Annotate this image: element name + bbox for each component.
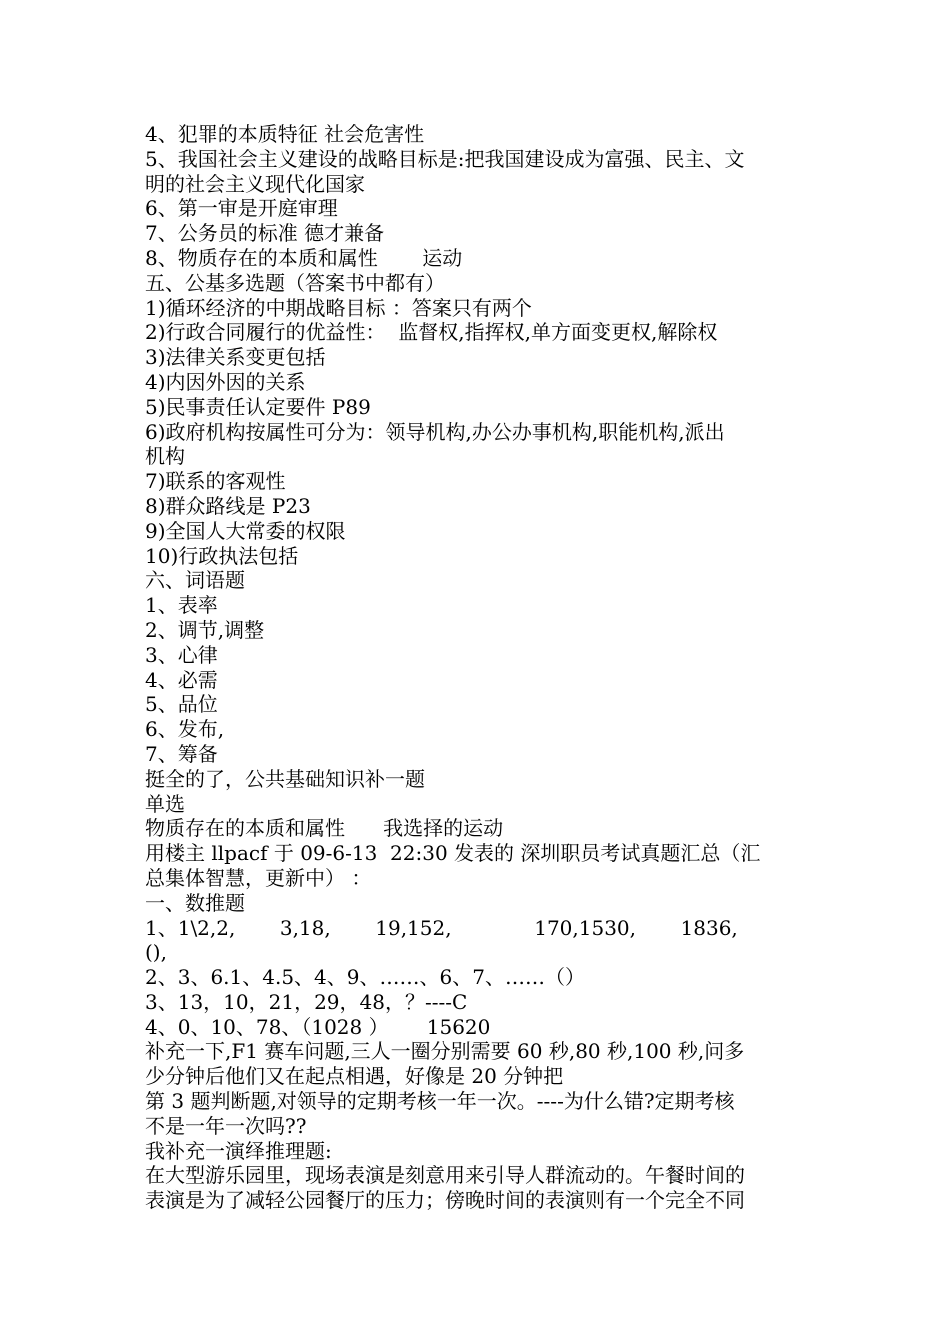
- text-line: 机构: [145, 444, 185, 469]
- text-line: 我补充一演绎推理题:: [145, 1138, 332, 1163]
- text-line: 8)群众路线是 P23: [145, 493, 311, 518]
- text-line: (),: [145, 940, 167, 965]
- text-line: 1、表率: [145, 593, 218, 618]
- text-line: 10)行政执法包括: [145, 543, 299, 568]
- text-line: 补充一下,F1 赛车问题,三人一圈分别需要 60 秒,80 秒,100 秒,问多: [145, 1039, 745, 1064]
- text-line: 表演是为了减轻公园餐厅的压力；傍晚时间的表演则有一个完全不同: [145, 1188, 745, 1213]
- text-line: 1、1\2,2, 3,18, 19,152, 170,1530, 1836,: [145, 915, 738, 940]
- text-line: 用楼主 llpacf 于 09-6-13 22:30 发表的 深圳职员考试真题汇总（汇: [145, 841, 761, 866]
- section-heading: 五、公基多选题（答案书中都有）: [145, 270, 445, 295]
- text-line: 2)行政合同履行的优益性： 监督权,指挥权,单方面变更权,解除权: [145, 320, 718, 345]
- text-line: 明的社会主义现代化国家: [145, 171, 365, 196]
- text-line: 4、必需: [145, 667, 218, 692]
- text-line: 少分钟后他们又在起点相遇，好像是 20 分钟把: [145, 1064, 564, 1089]
- text-line: 单选: [145, 791, 185, 816]
- text-line: 3)法律关系变更包括: [145, 345, 326, 370]
- text-line: 在大型游乐园里，现场表演是刻意用来引导人群流动的。午餐时间的: [145, 1163, 745, 1188]
- text-line: 不是一年一次吗??: [145, 1113, 307, 1138]
- text-line: 3、13，10，21，29，48，？----C: [145, 989, 468, 1014]
- text-line: 5、我国社会主义建设的战略目标是:把我国建设成为富强、民主、文: [145, 146, 745, 171]
- text-line: 7、公务员的标准 德才兼备: [145, 221, 385, 246]
- section-heading: 六、词语题: [145, 568, 245, 593]
- text-line: 1)循环经济的中期战略目标 ：答案只有两个: [145, 295, 532, 320]
- text-line: 挺全的了，公共基础知识补一题: [145, 766, 425, 791]
- text-line: 7、筹备: [145, 741, 218, 766]
- text-line: 4、0、10、78、（1028 ） 15620: [145, 1014, 491, 1039]
- text-line: 6)政府机构按属性可分为：领导机构,办公办事机构,职能机构,派出: [145, 419, 725, 444]
- text-line: 物质存在的本质和属性 我选择的运动: [145, 816, 504, 841]
- text-line: 7)联系的客观性: [145, 469, 286, 494]
- text-line: 2、3、6.1、4.5、4、9、……、6、7、……（）: [145, 965, 585, 990]
- text-line: 第 3 题判断题,对领导的定期考核一年一次。----为什么错?定期考核: [145, 1089, 735, 1114]
- text-line: 5、品位: [145, 692, 218, 717]
- text-line: 总集体智慧，更新中） ：: [145, 865, 372, 890]
- text-line: 2、调节,调整: [145, 617, 265, 642]
- document-body: [145, 122, 810, 1213]
- text-line: 3、心律: [145, 642, 218, 667]
- text-line: 9)全国人大常委的权限: [145, 518, 346, 543]
- text-line: 4)内因外因的关系: [145, 369, 306, 394]
- section-heading: 一、数推题: [145, 890, 245, 915]
- text-line: 6、第一审是开庭审理: [145, 196, 338, 221]
- text-line: 8、物质存在的本质和属性 运动: [145, 245, 463, 270]
- text-line: 6、发布,: [145, 717, 225, 742]
- text-line: 4、犯罪的本质特征 社会危害性: [145, 122, 425, 146]
- text-line: 5)民事责任认定要件 P89: [145, 394, 371, 419]
